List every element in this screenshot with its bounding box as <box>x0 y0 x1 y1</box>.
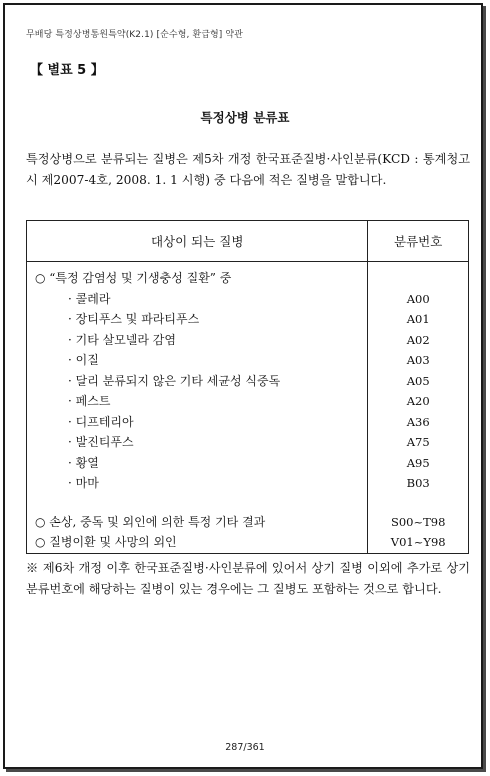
classification-code: A20 <box>406 394 430 408</box>
classification-code: V01~Y98 <box>390 535 446 549</box>
disease-item: · 페스트 <box>68 394 111 408</box>
classification-code: S00~T98 <box>390 514 446 529</box>
group-title: ○ “특정 감염성 및 기생충성 질환” 중 <box>35 271 232 285</box>
spacer <box>27 494 367 512</box>
intro-text: 특정상병으로 분류되는 질병은 제5차 개정 한국표준질병·사인분류(KCD : 통계청고시 제2007-4호, 2008. 1. 1 시행) 중 다음에 적은 질병을 말합니다. <box>26 152 470 187</box>
code-cell <box>368 262 469 554</box>
classification-code: A01 <box>406 312 430 326</box>
spacer <box>368 494 468 512</box>
classification-code: B03 <box>406 476 430 490</box>
intro-paragraph <box>26 149 470 191</box>
disease-classification-table <box>26 220 469 554</box>
disease-group-row: ○ 질병이환 및 사망의 외인 <box>35 535 177 549</box>
classification-code: A03 <box>406 353 430 367</box>
disease-item: · 콜레라 <box>68 291 111 306</box>
page-title: 특정상병 분류표 <box>200 110 290 125</box>
disease-item: · 발진티푸스 <box>68 435 134 449</box>
disease-item: · 달리 분류되지 않은 기타 세균성 식중독 <box>68 373 281 388</box>
footnote-text: ※ 제6차 개정 이후 한국표준질병·사인분류에 있어서 상기 질병 이외에 추가로 상기 분류번호에 해당하는 질병이 있는 경우에는 그 질병도 포함하는 것으로 합니다. <box>26 561 470 596</box>
appendix-label: 【 별표 5 】 <box>30 63 104 78</box>
group-code-empty <box>368 268 468 289</box>
classification-code: A02 <box>406 332 430 347</box>
disease-item: · 이질 <box>68 353 99 367</box>
classification-code: A00 <box>406 291 430 306</box>
disease-item: · 디프테리아 <box>68 414 134 429</box>
page-number: 287/361 <box>225 742 265 753</box>
disease-item: · 마마 <box>68 476 99 490</box>
disease-cell <box>27 262 368 554</box>
column-header-disease: 대상이 되는 질병 <box>27 221 368 262</box>
disease-group-row: ○ 손상, 중독 및 외인에 의한 특정 기타 결과 <box>35 514 266 529</box>
classification-code: A36 <box>406 414 430 429</box>
disease-item: · 장티푸스 및 파라티푸스 <box>68 312 200 326</box>
document-page <box>3 3 483 769</box>
disease-item: · 황열 <box>68 455 99 470</box>
document-header: 무배당 특정상병통원특약(K2.1) [순수형, 환급형] 약관 <box>26 30 243 40</box>
table-header-row <box>27 221 469 262</box>
classification-code: A05 <box>406 373 430 388</box>
disease-item: · 기타 살모넬라 감염 <box>68 332 176 347</box>
table-body-row <box>27 262 469 554</box>
footnote <box>26 558 470 600</box>
classification-code: A75 <box>406 435 430 449</box>
column-header-code: 분류번호 <box>368 221 469 262</box>
classification-code: A95 <box>406 455 430 470</box>
